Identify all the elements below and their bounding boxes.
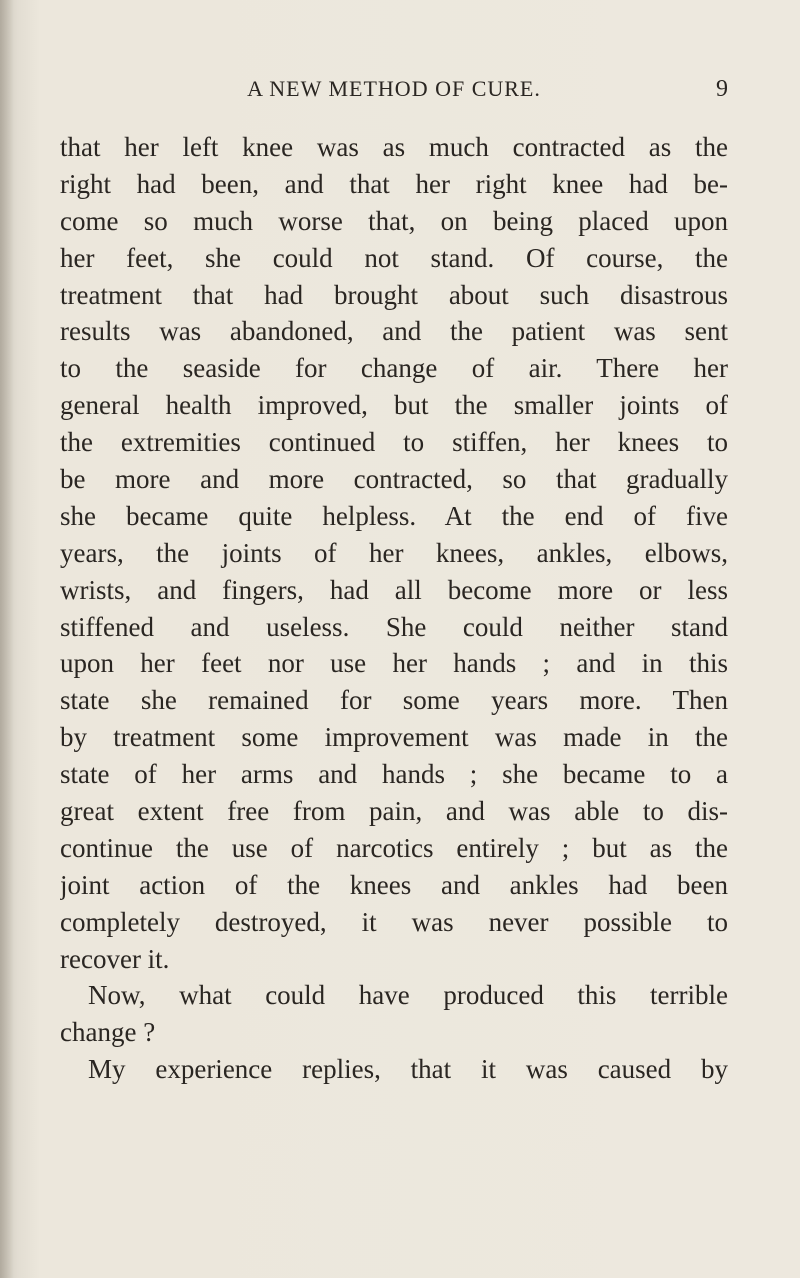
page-number: 9 xyxy=(716,76,728,102)
text-line: wrists, and fingers, had all become more or less xyxy=(60,574,728,605)
paragraph-end-line: recover it. xyxy=(60,943,170,974)
paragraph-start-line: My experience replies, that it was caused by xyxy=(88,1054,728,1085)
text-line: completely destroyed, it was never possible to xyxy=(60,906,728,937)
paragraph-end-line: change ? xyxy=(60,1017,156,1048)
text-line: come so much worse that, on being placed upon xyxy=(60,205,728,236)
text-line: general health improved, but the smaller joints of xyxy=(60,390,728,421)
text-line: treatment that had brought about such disastrous xyxy=(60,279,728,310)
text-line: she became quite helpless. At the end of five xyxy=(60,500,728,531)
text-line: stiffened and useless. She could neither stand xyxy=(60,611,728,642)
text-line: upon her feet nor use her hands ; and in this xyxy=(60,648,728,679)
text-line: to the seaside for change of air. There her xyxy=(60,353,728,384)
text-line: her feet, she could not stand. Of course, the xyxy=(60,242,728,273)
text-line: the extremities continued to stiffen, her knees to xyxy=(60,427,728,458)
text-line: results was abandoned, and the patient was sent xyxy=(60,316,728,347)
text-line: continue the use of narcotics entirely ; but as the xyxy=(60,832,728,863)
text-line: state of her arms and hands ; she became to a xyxy=(60,759,728,790)
text-line: be more and more contracted, so that gradually xyxy=(60,464,728,495)
running-head xyxy=(60,76,728,106)
running-title: A NEW METHOD OF CURE. xyxy=(247,76,541,101)
text-line: that her left knee was as much contracted as the xyxy=(60,132,728,162)
text-line: joint action of the knees and ankles had been xyxy=(60,869,728,900)
paragraph-start-line: Now, what could have produced this terrible xyxy=(88,980,728,1011)
page-gutter-shadow xyxy=(0,0,14,1278)
text-line: great extent free from pain, and was able to dis- xyxy=(60,796,728,827)
text-line: state she remained for some years more. Then xyxy=(60,685,728,716)
body-text xyxy=(60,129,728,1088)
text-line: years, the joints of her knees, ankles, elbows, xyxy=(60,537,728,568)
text-line: right had been, and that her right knee had be- xyxy=(60,168,728,199)
text-line: by treatment some improvement was made in the xyxy=(60,722,728,753)
